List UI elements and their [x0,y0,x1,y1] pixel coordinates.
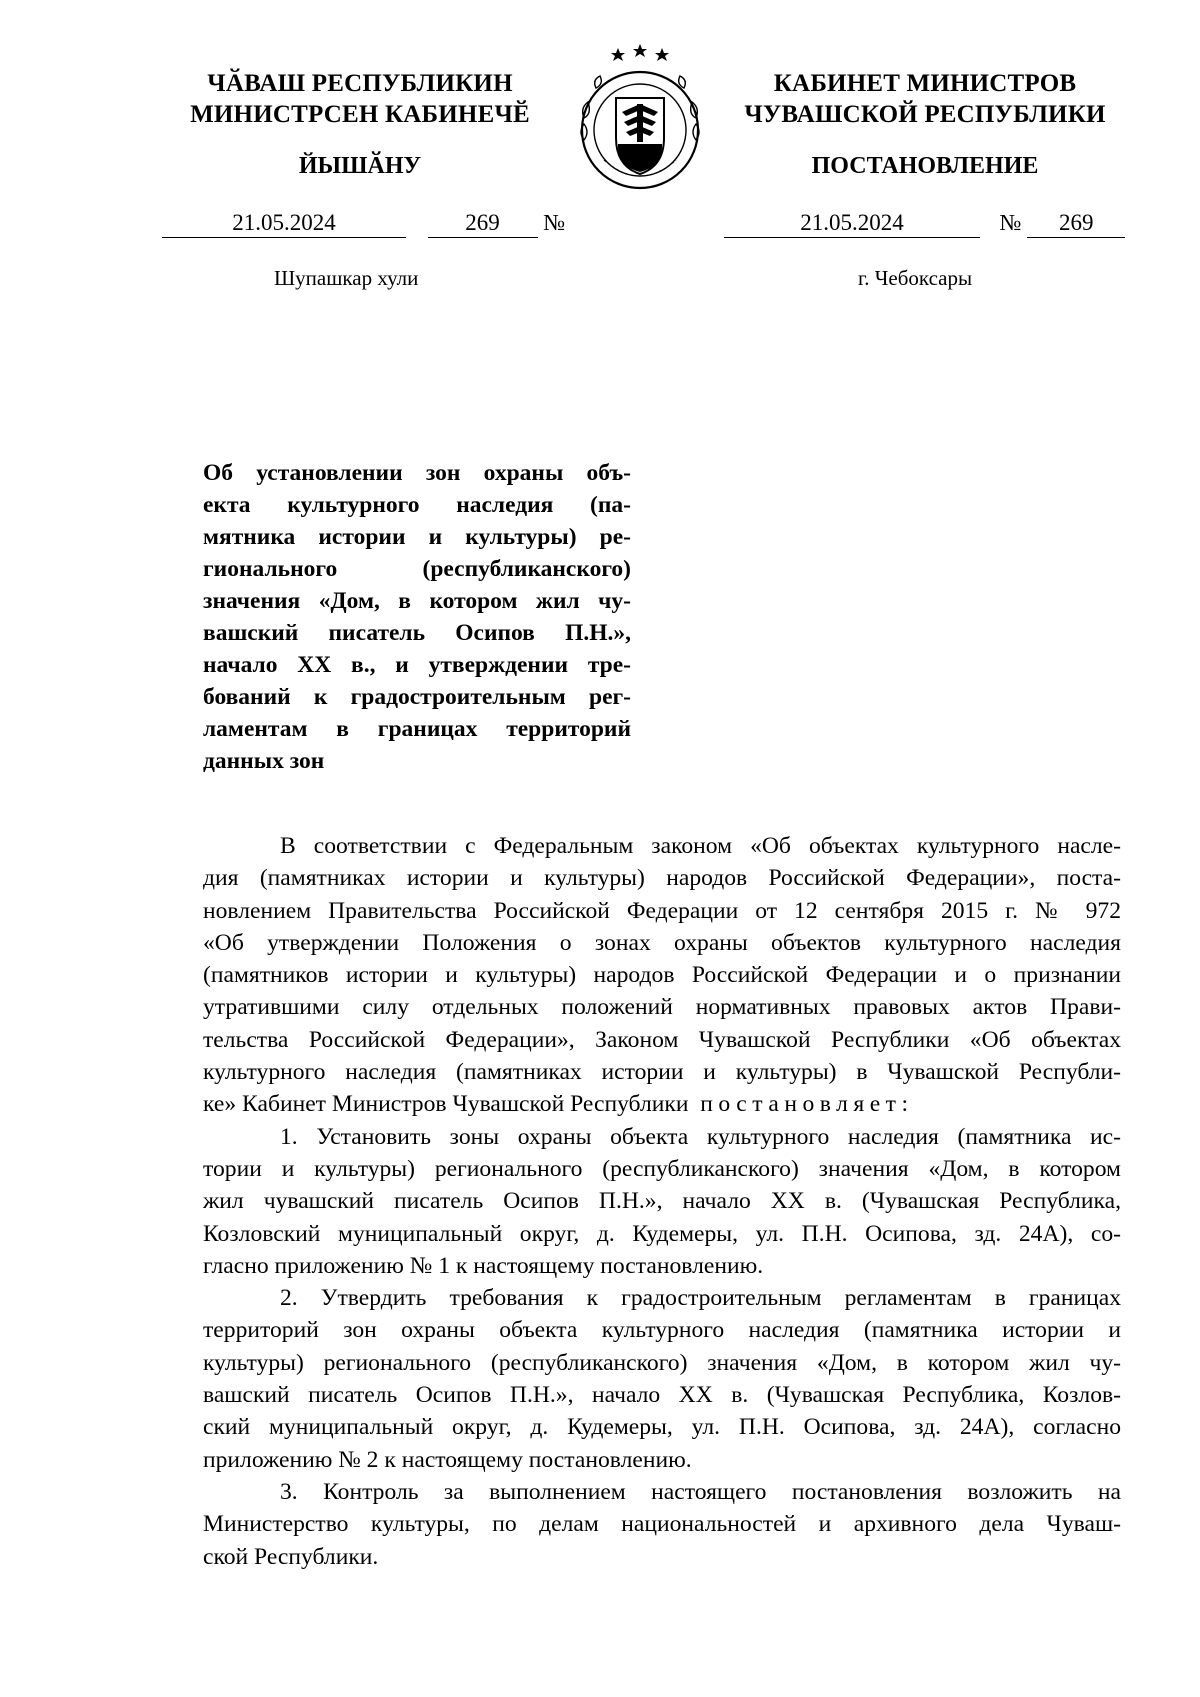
body-line: дия (памятниках истории и культуры) народов Российской Федерации», поста- [203,865,1121,892]
org-name-line1-russian: КАБИНЕТ МИНИСТРОВ [773,70,1077,97]
date-number-line-right [724,208,1125,238]
document-title [203,457,631,777]
title-line: начало XX в., и утверждении тре- [203,652,631,678]
body-line: культурного наследия (памятниках истории и культуры) в Чувашской Республи- [203,1059,1121,1086]
number-sign-left: № [543,210,566,235]
city-chuvash: Шупашкар хули [274,266,419,290]
body-line: тельства Российской Федерации», Законом Чувашской Республики «Об объектах [203,1026,1121,1053]
body-line: вашский писатель Осипов П.Н.», начало XX в. (Чувашская Республика, Козлов- [203,1382,1121,1409]
body-line: «Об утверждении Положения о зонах охраны объектов культурного наследия [203,929,1121,956]
decree-word: постановляет: [700,1091,914,1118]
org-name-line2-russian: ЧУВАШСКОЙ РЕСПУБЛИКИ [744,101,1106,128]
title-line: Об установлении зон охраны объ- [203,460,631,486]
body-line: территорий зон охраны объекта культурного наследия (памятника истории и [203,1317,1121,1344]
item-2-paragraph [203,1282,1121,1476]
title-line: вашский писатель Осипов П.Н.», [203,620,631,646]
item-1-paragraph [203,1121,1121,1282]
title-line: екта культурного наследия (па- [203,492,631,518]
body-line: 1. Установить зоны охраны объекта культурного наследия (памятника ис- [280,1123,1121,1150]
body-line: утратившими силу отдельных положений нормативных правовых актов Прави- [203,994,1121,1021]
date-number-line-left [162,208,565,238]
body-line: Козловский муниципальный округ, д. Кудемеры, ул. П.Н. Осипова, зд. 24А), со- [203,1220,1121,1247]
org-name-line1-chuvash: ЧӐВАШ РЕСПУБЛИКИН [207,70,513,97]
title-line: данных зон [203,748,325,774]
header-left-chuvash [150,68,570,181]
date-right: 21.05.2024 [724,209,980,238]
chuvash-coat-of-arms-icon [566,42,714,192]
body-line: новлением Правительства Российской Федерации от 12 сентября 2015 г. № 972 [203,897,1121,924]
header-right-russian [725,68,1125,181]
number-left: 269 [428,209,538,238]
body-line: жил чувашский писатель Осипов П.Н.», начало XX в. (Чувашская Республика, [203,1188,1121,1215]
document-body [203,830,1121,1573]
preamble-paragraph [203,830,1121,1121]
doc-type-chuvash: ЙЫШӐНУ [298,153,422,179]
title-line: гионального (республиканского) [203,556,631,582]
body-line: 3. Контроль за выполнением настоящего постановления возложить на [280,1478,1121,1505]
doc-type-russian: ПОСТАНОВЛЕНИЕ [811,153,1039,179]
body-line: ской Республики. [203,1543,379,1570]
body-line: Министерство культуры, по делам национальностей и архивного дела Чуваш- [203,1511,1121,1538]
title-line: значения «Дом, в котором жил чу- [203,588,631,614]
org-name-line2-chuvash: МИНИСТРСЕН КАБИНЕЧӖ [190,101,530,128]
number-sign-right: № [999,210,1022,235]
body-line: тории и культуры) регионального (республиканского) значения «Дом, в котором [203,1155,1121,1182]
body-line: приложению № 2 к настоящему постановлению. [203,1446,692,1473]
preamble-last-text: ке» Кабинет Министров Чувашской Республики [203,1091,689,1118]
body-line: 2. Утвердить требования к градостроительным регламентам в границах [280,1285,1121,1312]
title-line: мятника истории и культуры) ре- [203,524,631,550]
title-line: бований к градостроительным рег- [203,684,631,710]
body-line: В соответствии с Федеральным законом «Об объектах культурного насле- [280,833,1121,859]
city-russian: г. Чебоксары [858,266,973,290]
body-line: (памятников истории и культуры) народов Российской Федерации и о признании [203,962,1121,989]
date-left: 21.05.2024 [162,209,406,238]
item-3-paragraph [203,1476,1121,1573]
body-line: ский муниципальный округ, д. Кудемеры, ул. П.Н. Осипова, зд. 24А), согласно [203,1414,1121,1441]
title-line: ламентам в границах территорий [203,716,631,742]
body-line: культуры) регионального (республиканского) значения «Дом, в котором жил чу- [203,1349,1121,1376]
body-line [203,1088,1121,1120]
number-right: 269 [1027,209,1125,238]
body-line: гласно приложению № 1 к настоящему постановлению. [203,1252,764,1279]
